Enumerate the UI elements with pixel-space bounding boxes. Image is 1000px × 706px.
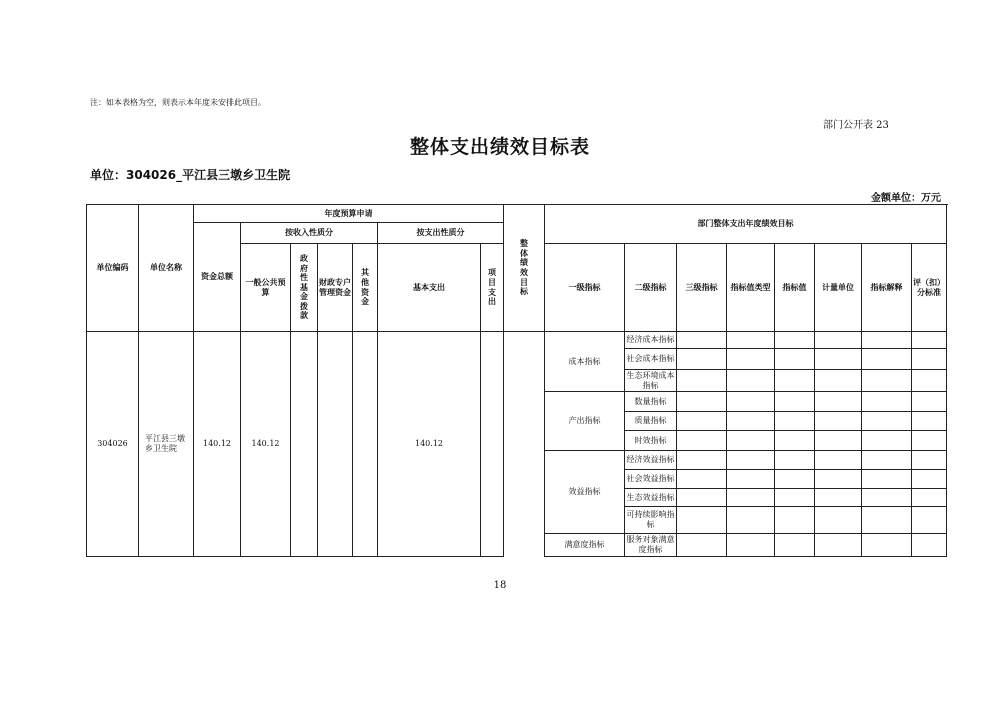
header-budget-application: 年度预算申请 [194,205,504,223]
indicator-level2: 社会效益指标 [625,470,677,489]
header-by-income: 按收入性质分 [241,223,378,244]
header-explanation: 指标解释 [862,244,912,332]
indicator-level2: 经济成本指标 [625,332,677,349]
page-title: 整体支出绩效目标表 [409,136,590,158]
header-fiscal-special: 财政专户管理资金 [318,244,353,332]
indicator-level2: 时效指标 [625,431,677,451]
header-unit-code: 单位编码 [87,205,139,332]
header-value-type: 指标值类型 [727,244,775,332]
indicator-level2: 质量指标 [625,412,677,431]
indicator-level2: 生态效益指标 [625,489,677,507]
indicator-level1: 满意度指标 [545,534,625,557]
header-level3: 三级指标 [677,244,727,332]
page-number: 18 [493,580,507,591]
header-value: 指标值 [775,244,815,332]
indicator-level2: 生态环境成本指标 [626,370,675,390]
indicator-level1: 产出指标 [545,392,625,451]
cell-unit-code: 304026 [87,332,139,557]
indicator-level2: 经济效益指标 [625,451,677,470]
header-by-expense: 按支出性质分 [378,223,504,244]
indicator-level1: 效益指标 [545,451,625,534]
amount-unit: 金额单位：万元 [871,193,941,204]
unit-line: 单位：304026_平江县三墩乡卫生院 [90,168,291,182]
header-overall-goal: 整体绩效目标 [504,205,545,332]
form-number: 部门公开表 23 [823,120,889,131]
header-other-funds: 其他资金 [353,244,378,332]
header-level1: 一级指标 [545,244,625,332]
header-measure-unit: 计量单位 [815,244,862,332]
header-unit-name: 单位名称 [139,205,194,332]
cell-project-expense [481,332,504,557]
table-note: 注：如本表格为空，则表示本年度未安排此项目。 [90,98,266,107]
header-gov-fund: 政府性基金拨款 [291,244,318,332]
indicator-level2: 社会成本指标 [625,349,677,370]
cell-unit-name: 平江县三墩乡卫生院 [139,332,194,557]
header-scoring: 评（扣）分标准 [912,244,947,332]
table-row [87,332,947,349]
header-general-budget: 一般公共预算 [241,244,291,332]
header-project-expense: 项目支出 [481,244,504,332]
cell-fiscal-special [318,332,353,557]
cell-gov-fund [291,332,318,557]
indicator-level2: 服务对象满意度指标 [625,534,677,557]
cell-total-funds: 140.12 [194,332,241,557]
header-dept-goal: 部门整体支出年度绩效目标 [545,205,947,244]
indicator-level2: 可持续影响指标 [625,507,677,534]
cell-overall-goal [504,332,545,557]
cell-general-budget: 140.12 [241,332,291,557]
header-level2: 二级指标 [625,244,677,332]
cell-other-funds [353,332,378,557]
performance-target-table [86,204,947,557]
indicator-level2: 数量指标 [625,392,677,412]
header-total-funds: 资金总额 [194,223,241,332]
cell-basic-expense: 140.12 [378,332,481,557]
header-basic-expense: 基本支出 [378,244,481,332]
indicator-level1: 成本指标 [545,332,625,392]
